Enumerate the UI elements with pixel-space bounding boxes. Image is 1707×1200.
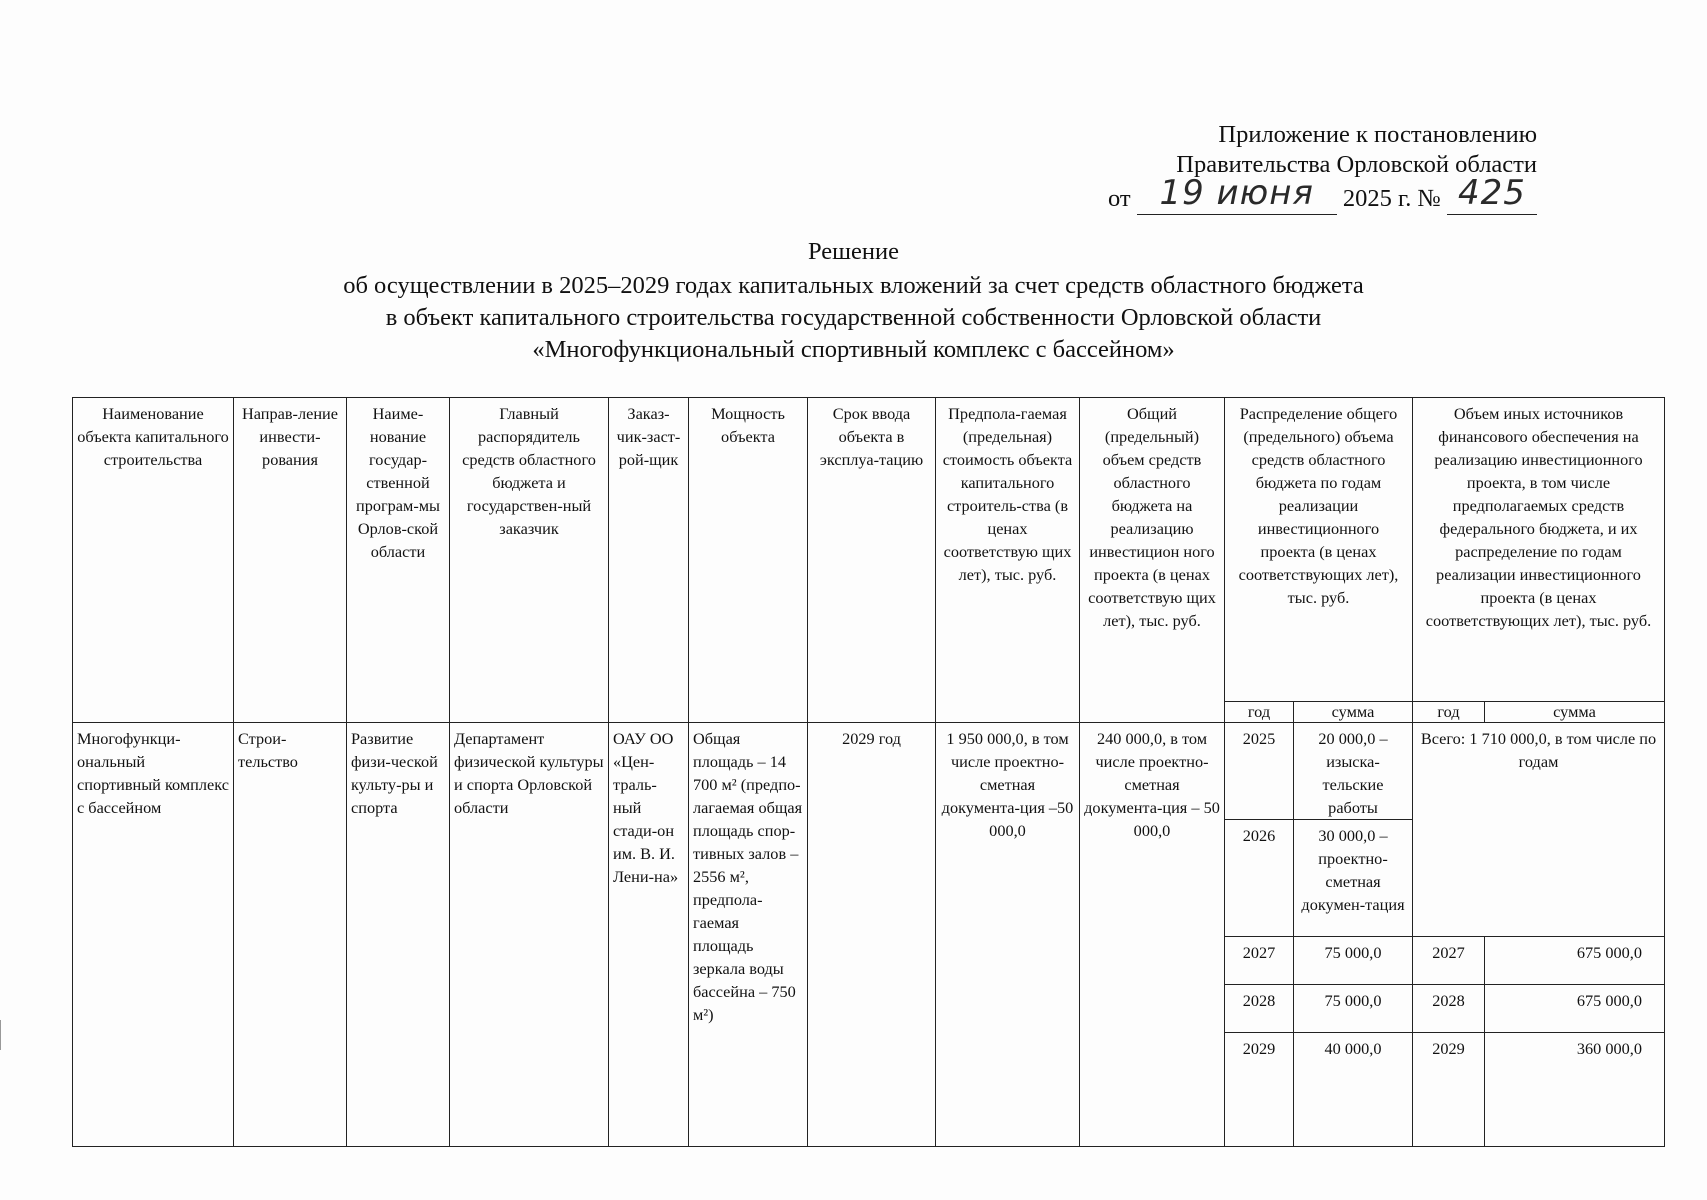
cell-manager: Департамент физической культуры и спорта Орловской области (450, 723, 609, 1147)
cell-sum: 30 000,0 – проектно-сметная докумен-тация (1294, 820, 1413, 937)
title-line-2: об осуществлении в 2025–2029 годах капитальных вложений за счет средств областного бюджета (343, 272, 1364, 299)
appendix-line-2: Правительства Орловской области (1176, 151, 1537, 178)
cell-total: 240 000,0, в том числе проектно-сметная документа-ция – 50 000,0 (1080, 723, 1225, 1147)
header-row (73, 398, 1665, 702)
cell-name: Многофункци-ональный спортивный комплекс с бассейном (73, 723, 234, 1147)
cell-direction: Строи-тельство (234, 723, 347, 1147)
header-distribution: Распределение общего (предельного) объема средств областного бюджета по годам реализации инвестиционного проекта (в ценах соответствующих лет), тыс. руб. (1225, 398, 1413, 702)
header-direction: Направ-ление инвести-рования (234, 398, 347, 723)
cell-year: 2028 (1225, 985, 1294, 1033)
cell-cost: 1 950 000,0, в том числе проектно-сметная документа-ция –50 000,0 (936, 723, 1080, 1147)
cell-capacity: Общая площадь – 14 700 м² (предпо-лагаемая общая площадь спор-тивных залов – 2556 м², предпола-гаемая площадь зеркала воды бассейна – 750 м²) (689, 723, 808, 1147)
handwritten-number: 425 (1458, 173, 1526, 213)
header-customer: Заказ-чик-заст-рой-щик (609, 398, 689, 723)
header-manager: Главный распорядитель средств областного бюджета и государствен-ный заказчик (450, 398, 609, 723)
appendix-date-line (1107, 173, 1537, 215)
table-row (73, 723, 1665, 820)
header-term: Срок ввода объекта в эксплуа-тацию (808, 398, 936, 723)
title-line-1: Решение (807, 238, 899, 265)
appendix-block (1108, 120, 1537, 215)
cell-year: 2026 (1225, 820, 1294, 937)
cell-other-sum: 675 000,0 (1485, 937, 1665, 985)
cell-other-year: 2027 (1413, 937, 1485, 985)
subheader-year: год (1225, 702, 1294, 723)
date-prefix: от (1107, 185, 1131, 212)
scan-artifact (0, 1020, 1, 1050)
cell-sum: 75 000,0 (1294, 985, 1413, 1033)
subheader-sum: сумма (1485, 702, 1665, 723)
cell-customer: ОАУ ОО «Цен-траль-ный стади-он им. В. И. Лени-на» (609, 723, 689, 1147)
document-title (0, 236, 1707, 366)
title-line-4: «Многофункциональный спортивный комплекс с бассейном» (532, 336, 1175, 363)
header-other: Объем иных источников финансового обеспечения на реализацию инвестиционного проекта, в том числе предполагаемых средств федерального бюджета, и их распределение по годам реализации инвестиционного проекта (в ценах соответствующих лет), тыс. руб. (1413, 398, 1665, 702)
cell-sum: 40 000,0 (1294, 1033, 1413, 1147)
number-field (1447, 173, 1537, 215)
cell-other-year: 2029 (1413, 1033, 1485, 1147)
header-capacity: Мощность объекта (689, 398, 808, 723)
header-total: Общий (предельный) объем средств областного бюджета на реализацию инвестицион ного проекта (в ценах соответствую щих лет), тыс. руб. (1080, 398, 1225, 723)
subheader-sum: сумма (1294, 702, 1413, 723)
cell-term: 2029 год (808, 723, 936, 1147)
subheader-year: год (1413, 702, 1485, 723)
header-cost: Предпола-гаемая (предельная) стоимость объекта капитального строитель-ства (в ценах соответствую щих лет), тыс. руб. (936, 398, 1080, 723)
investment-table (72, 397, 1665, 1147)
cell-sum: 75 000,0 (1294, 937, 1413, 985)
header-name: Наименование объекта капитального строительства (73, 398, 234, 723)
date-field (1137, 173, 1337, 215)
cell-program: Развитие физи-ческой культу-ры и спорта (347, 723, 450, 1147)
cell-other-total: Всего: 1 710 000,0, в том числе по годам (1413, 723, 1665, 937)
cell-year: 2025 (1225, 723, 1294, 820)
cell-sum: 20 000,0 – изыска-тельские работы (1294, 723, 1413, 820)
year-text: 2025 г. № (1342, 185, 1441, 212)
cell-year: 2027 (1225, 937, 1294, 985)
header-program: Наиме-нование государ-ственной програм-мы Орлов-ской области (347, 398, 450, 723)
handwritten-date: 19 июня (1159, 173, 1314, 213)
cell-other-sum: 675 000,0 (1485, 985, 1665, 1033)
appendix-line-1: Приложение к постановлению (1218, 121, 1537, 148)
title-line-3: в объект капитального строительства государственной собственности Орловской области (385, 304, 1322, 331)
cell-other-year: 2028 (1413, 985, 1485, 1033)
cell-other-sum: 360 000,0 (1485, 1033, 1665, 1147)
cell-year: 2029 (1225, 1033, 1294, 1147)
